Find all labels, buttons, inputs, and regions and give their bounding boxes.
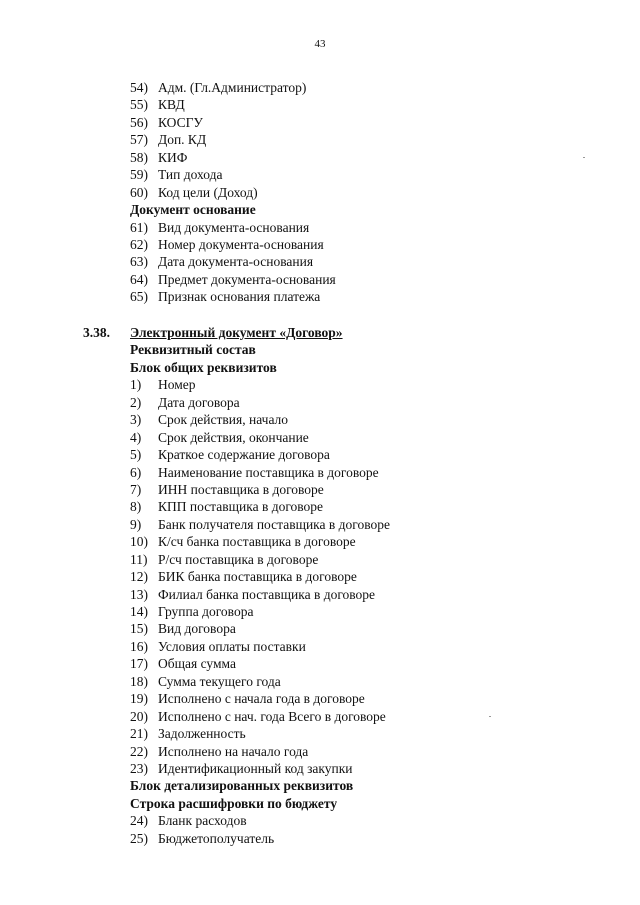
list-item xyxy=(130,621,603,638)
list-item xyxy=(130,412,603,429)
list-item xyxy=(130,80,600,97)
list-item xyxy=(130,569,603,586)
item-number: 7) xyxy=(130,481,142,497)
item-number: 62) xyxy=(130,236,148,252)
item-number: 21) xyxy=(130,726,148,742)
list-item xyxy=(130,254,600,271)
list-item xyxy=(130,395,603,412)
item-number: 65) xyxy=(130,289,148,305)
item-text: Признак основания платежа xyxy=(158,289,321,305)
list-item xyxy=(130,272,600,289)
item-number: 20) xyxy=(130,708,148,724)
item-number: 3) xyxy=(130,412,142,428)
item-text: Срок действия, окончание xyxy=(158,429,309,445)
list-item xyxy=(130,185,600,202)
item-number: 2) xyxy=(130,394,142,410)
item-text: Краткое содержание договора xyxy=(158,447,330,463)
item-number: 59) xyxy=(130,167,148,183)
section-number: 3.38. xyxy=(83,325,110,340)
top-list xyxy=(130,80,600,307)
detailed-requisites-heading: Блок детализированных реквизитов xyxy=(130,778,354,794)
item-text: Исполнено с начала года в договоре xyxy=(158,691,365,707)
list-item xyxy=(130,587,603,604)
section-header xyxy=(83,325,603,342)
list-item xyxy=(130,447,603,464)
item-text: Адм. (Гл.Администратор) xyxy=(158,80,307,95)
item-number: 11) xyxy=(130,551,148,567)
list-item xyxy=(130,674,603,691)
item-number: 60) xyxy=(130,184,148,200)
item-text: К/сч банка поставщика в договоре xyxy=(158,534,356,550)
item-number: 55) xyxy=(130,97,148,113)
item-number: 19) xyxy=(130,691,148,707)
list-item xyxy=(130,115,600,132)
list-item xyxy=(130,831,603,848)
list-item xyxy=(130,499,603,516)
item-text: Предмет документа-основания xyxy=(158,271,336,287)
item-number: 58) xyxy=(130,149,148,165)
list-item xyxy=(130,744,603,761)
item-number: 64) xyxy=(130,271,148,287)
item-text: КПП поставщика в договоре xyxy=(158,499,324,515)
list-item xyxy=(130,691,603,708)
item-number: 18) xyxy=(130,673,148,689)
item-number: 16) xyxy=(130,638,148,654)
item-number: 6) xyxy=(130,464,142,480)
budget-breakdown-heading: Строка расшифровки по бюджету xyxy=(130,795,338,811)
item-text: Общая сумма xyxy=(158,656,236,672)
section-body xyxy=(130,342,603,848)
item-number: 23) xyxy=(130,760,148,776)
item-number: 56) xyxy=(130,114,148,130)
item-text: ИНН поставщика в договоре xyxy=(158,481,324,497)
item-text: Группа договора xyxy=(158,604,254,619)
item-text: Номер документа-основания xyxy=(158,236,324,252)
list-item xyxy=(130,482,603,499)
item-number: 22) xyxy=(130,743,148,759)
list-item xyxy=(130,761,603,778)
list-item xyxy=(130,726,603,743)
list-item xyxy=(130,220,600,237)
item-text: Исполнено на начало года xyxy=(158,743,309,759)
item-number: 10) xyxy=(130,534,148,550)
item-text: Номер xyxy=(158,377,196,393)
item-number: 8) xyxy=(130,499,142,515)
item-number: 25) xyxy=(130,830,148,846)
list-item xyxy=(130,813,603,830)
item-text: Наименование поставщика в договоре xyxy=(158,464,379,480)
item-text: КИФ xyxy=(158,149,188,165)
item-number: 12) xyxy=(130,569,148,585)
item-number: 9) xyxy=(130,516,142,532)
item-text: Срок действия, начало xyxy=(158,412,289,428)
page-number: 43 xyxy=(314,38,326,50)
list-item xyxy=(130,639,603,656)
requisite-composition-heading: Реквизитный состав xyxy=(130,342,256,358)
item-text: Код цели (Доход) xyxy=(158,184,258,200)
item-text: Задолженность xyxy=(158,726,246,742)
item-text: КОСГУ xyxy=(158,114,203,130)
section-3-38 xyxy=(83,325,603,848)
item-text: Условия оплаты поставки xyxy=(158,638,306,654)
item-text: Сумма текущего года xyxy=(158,673,281,689)
item-text: Дата документа-основания xyxy=(158,254,314,270)
list-item xyxy=(130,656,603,673)
item-text: Банк получателя поставщика в договоре xyxy=(158,516,390,532)
item-text: КВД xyxy=(158,97,185,113)
list-item xyxy=(130,430,603,447)
item-text: Идентификационный код закупки xyxy=(158,760,353,776)
list-item xyxy=(130,552,603,569)
list-item xyxy=(130,150,600,167)
item-text: Вид документа-основания xyxy=(158,219,310,235)
list-item xyxy=(130,604,603,621)
item-text: Тип дохода xyxy=(158,167,223,183)
doc-basis-heading: Документ основание xyxy=(130,202,256,218)
item-number: 61) xyxy=(130,219,148,235)
item-number: 1) xyxy=(130,377,142,393)
list-item xyxy=(130,517,603,534)
section-title: Электронный документ «Договор» xyxy=(130,325,343,340)
item-text: Дата договора xyxy=(158,394,240,410)
list-item xyxy=(130,289,600,306)
item-number: 24) xyxy=(130,813,148,829)
item-text: Исполнено с нач. года Всего в договоре xyxy=(158,708,386,724)
item-text: Вид договора xyxy=(158,621,236,637)
item-number: 17) xyxy=(130,656,148,672)
list-item xyxy=(130,709,603,726)
item-text: Бланк расходов xyxy=(158,813,247,829)
item-number: 4) xyxy=(130,429,142,445)
item-text: Р/сч поставщика в договоре xyxy=(158,551,319,567)
item-text: Доп. КД xyxy=(158,132,207,148)
item-number: 5) xyxy=(130,447,142,463)
item-number: 57) xyxy=(130,132,148,148)
general-requisites-heading: Блок общих реквизитов xyxy=(130,359,277,375)
list-item xyxy=(130,132,600,149)
item-text: Бюджетополучатель xyxy=(158,830,275,846)
item-number: 13) xyxy=(130,586,148,602)
list-item xyxy=(130,97,600,114)
item-number: 15) xyxy=(130,621,148,637)
item-text: БИК банка поставщика в договоре xyxy=(158,569,357,585)
list-item xyxy=(130,237,600,254)
list-item xyxy=(130,465,603,482)
item-number: 54) xyxy=(130,80,148,95)
item-number: 14) xyxy=(130,604,148,619)
list-item xyxy=(130,167,600,184)
list-item xyxy=(130,377,603,394)
item-text: Филиал банка поставщика в договоре xyxy=(158,586,376,602)
item-number: 63) xyxy=(130,254,148,270)
list-item xyxy=(130,534,603,551)
